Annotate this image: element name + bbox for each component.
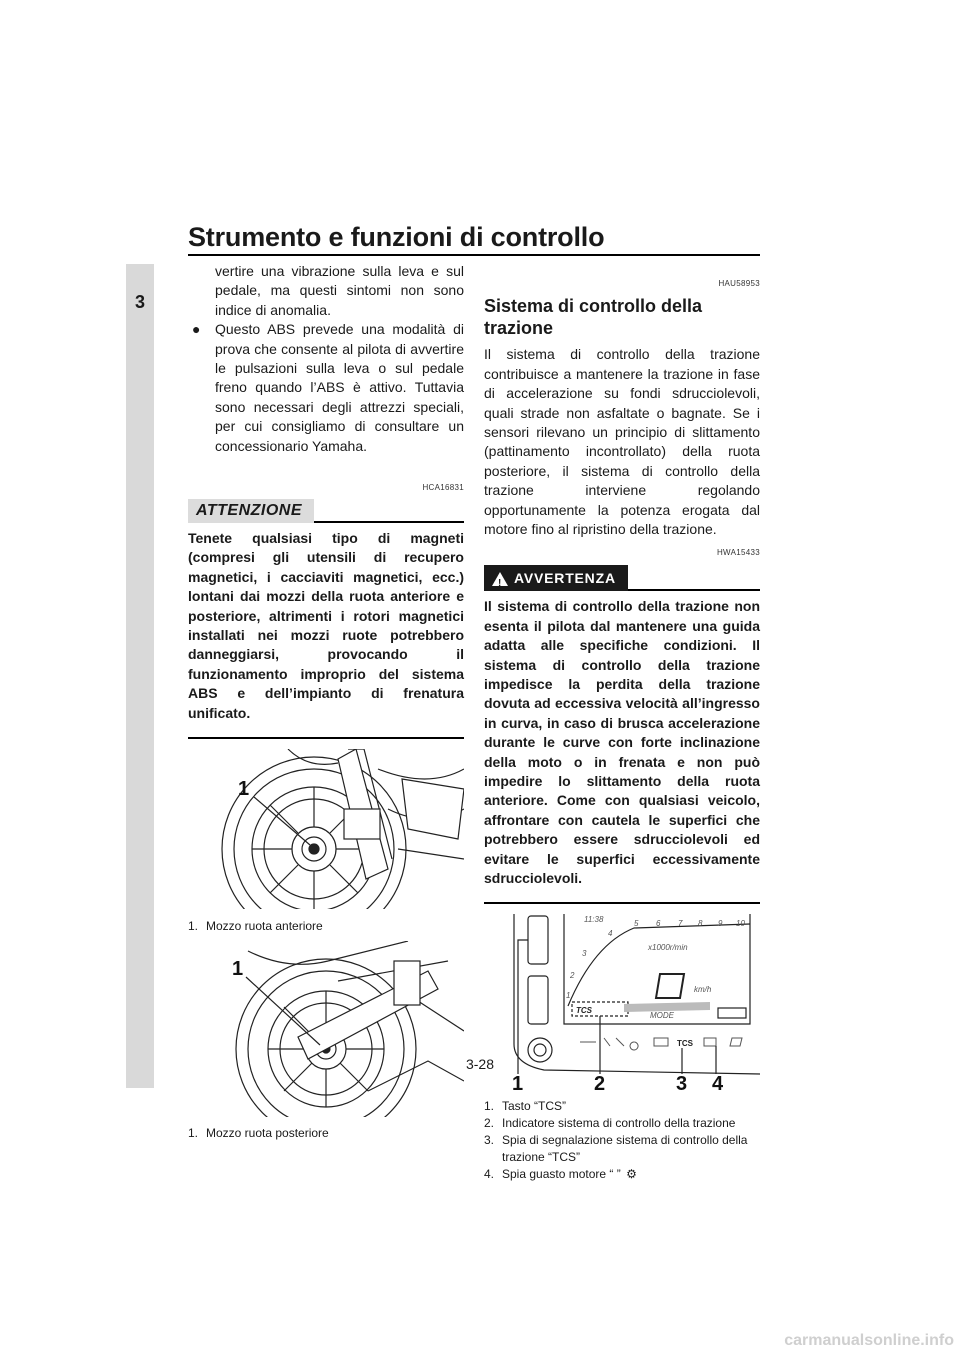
svg-text:4: 4 (608, 929, 613, 939)
front-hub-callout: 1 (238, 777, 250, 800)
caution-code: HCA16831 (422, 483, 464, 493)
chapter-tab (126, 264, 154, 1088)
mode-label: MODE (650, 1011, 674, 1021)
rear-hub-callout: 1 (232, 958, 244, 981)
svg-text:9: 9 (718, 919, 723, 929)
caption-front-hub: 1. Mozzo ruota anteriore (188, 919, 323, 934)
caption-item: 4. Spia guasto motore “ ” ⚙ (484, 1166, 637, 1181)
callout-4: 4 (712, 1073, 724, 1091)
chapter-number: 3 (134, 292, 145, 312)
caution-rule (314, 521, 464, 523)
callout-1: 1 (512, 1073, 524, 1091)
right-column (484, 262, 760, 1183)
page-number: 3-28 (465, 1056, 495, 1072)
caption-item: 1. Tasto “TCS” (484, 1098, 567, 1113)
svg-text:1: 1 (566, 991, 571, 1001)
svg-text:7: 7 (678, 919, 683, 929)
warning-triangle-icon: ! (492, 572, 508, 586)
caption-item: 3. Spia di segnalazione sistema di controllo della trazione “TCS” (484, 1132, 748, 1164)
caution-heading (188, 499, 464, 522)
svg-text:10: 10 (736, 919, 745, 929)
speed-unit: km/h (694, 985, 712, 995)
svg-text:8: 8 (698, 919, 703, 929)
section-code: HAU58953 (718, 279, 760, 288)
svg-text:3: 3 (582, 949, 587, 959)
section-text: Il sistema di controllo della trazione contribuisce a mantenere la trazione in fase di accelerazione su fondi sdrucciolevoli, quali strade non asfaltate o bagnate. Se i sensori rilevano un principio di slittamento (pattinamento incontrollato) della ruota posteriore, il sistema di controllo della trazione interviene regolando opportunamente la potenza erogata dal motore fino al ripristino della trazione. (484, 346, 760, 538)
watermark: carmanualsonline.info (784, 1332, 954, 1349)
left-column (188, 262, 464, 1142)
warning-text: Il sistema di controllo della trazione non esenta il pilota dal mantenere una guida adatta alle specifiche condizioni. Il sistema di controllo della trazione impedisce la perdita della trazione dovuta ad eccessiva velocità all’ingresso in curva, in caso di brusca accelerazione durante le curve con forte inclinazione della moto o in frenata e non può impedire lo slittamento della ruota anteriore. Come con qualsiasi veicolo, affrontare con cautela le superfici che potrebbero essere sdrucciolevoli ed evitare le superfici eccessivamente sdrucciolevoli. (484, 598, 760, 886)
page-title: Strumento e funzioni di controllo (188, 222, 605, 252)
engine-trouble-icon: ⚙ (626, 1166, 637, 1181)
caution-text: Tenete qualsiasi tipo di magneti (compresi gli utensili di recupero magnetici, i cacciaviti magnetici, ecc.) lontani dai mozzi della ruota anteriore e posteriore, altrimenti i rotori magnetici installati nei mozzi ruote potrebbero danneggiarsi, provocando il funzionamento improprio del sistema ABS e dell’impianto di frenatura unificato. (188, 529, 464, 721)
warning-end-rule (484, 902, 760, 904)
clock-readout: 11:38 (584, 915, 604, 925)
header-rule (188, 254, 760, 256)
section-title: Sistema di controllo della trazione (484, 296, 703, 339)
rpm-unit: x1000r/min (648, 943, 688, 953)
rear-wheel-illustration (188, 941, 464, 1117)
warning-heading (484, 565, 760, 591)
tcs-warning-light: TCS (677, 1039, 693, 1049)
caption-item: 2. Indicatore sistema di controllo della trazione (484, 1115, 736, 1130)
bullet-dot-icon: ● (192, 321, 201, 338)
callout-2: 2 (594, 1073, 606, 1091)
svg-text:5: 5 (634, 919, 639, 929)
caption-rear-hub: 1. Mozzo ruota posteriore (188, 1125, 329, 1140)
callout-3: 3 (676, 1073, 688, 1091)
svg-text:6: 6 (656, 919, 661, 929)
warning-code: HWA15433 (716, 548, 760, 558)
svg-text:2: 2 (570, 971, 575, 981)
warning-label: ! AVVERTENZA (484, 565, 628, 591)
figure-instrument-panel (484, 914, 760, 1182)
caution-end-rule (188, 737, 464, 739)
continued-text: vertire una vibrazione sulla leva e sul pedale, ma questi sintomi non sono indice di anomalia. (215, 263, 464, 318)
tcs-display-label: TCS (576, 1006, 592, 1016)
front-wheel-illustration (188, 749, 464, 909)
warning-rule (628, 589, 760, 591)
caution-label: ATTENZIONE (188, 499, 314, 522)
figure-front-hub (188, 749, 464, 935)
bullet-item (188, 320, 464, 456)
figure-rear-hub (188, 941, 464, 1141)
bullet-text: Questo ABS prevede una modalità di prova che consente al pilota di avvertire le pulsazioni sulla leva o sul pedale freno quando l’ABS è attivo. Tuttavia sono necessari degli attrezzi speciali, per cui consigliamo di consultare un concessionario Yamaha. (215, 321, 464, 454)
instrument-captions (484, 1098, 760, 1183)
